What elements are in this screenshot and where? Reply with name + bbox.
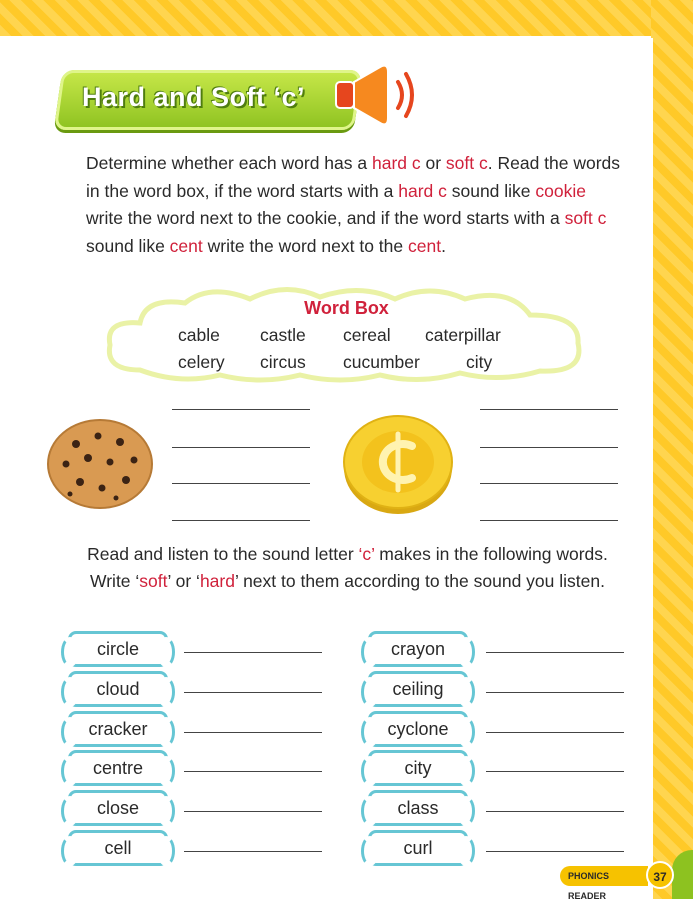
answer-line[interactable] <box>184 652 322 653</box>
word-box-word: cereal <box>343 325 391 345</box>
soft-c-term: soft c <box>564 208 607 228</box>
footer-label: PHONICS READER <box>560 866 648 886</box>
word-box-word: cucumber <box>343 352 420 372</box>
word-pill-cyclone: cyclone <box>368 711 468 747</box>
answer-line[interactable] <box>184 771 322 772</box>
page-number: 37 <box>646 861 674 889</box>
cookie-term: cookie <box>535 180 586 201</box>
word-box-title: Word Box <box>304 298 389 318</box>
cookie-answer-line[interactable] <box>172 409 310 410</box>
answer-line[interactable] <box>486 771 624 772</box>
word-pill-cloud: cloud <box>68 671 168 707</box>
page-title: Hard and Soft ‘c’ <box>82 82 306 112</box>
hard-c-term: hard c <box>371 153 421 173</box>
leaf-decoration <box>672 850 693 899</box>
word-pill-city: city <box>368 750 468 786</box>
speaker-icon[interactable] <box>334 60 418 130</box>
cent-term: cent <box>408 235 442 256</box>
top-decorative-border <box>0 0 693 36</box>
cent-answer-line[interactable] <box>480 409 618 410</box>
word-pill-close: close <box>68 790 168 826</box>
word-pill-cracker: cracker <box>68 711 168 747</box>
word-pill-ceiling: ceiling <box>368 671 468 707</box>
answer-line[interactable] <box>184 811 322 812</box>
hard-c-term: hard c <box>398 180 447 201</box>
cent-answer-line[interactable] <box>480 520 618 521</box>
answer-line[interactable] <box>184 692 322 693</box>
cookie-image <box>46 418 154 510</box>
cent-term: cent <box>169 235 203 256</box>
cookie-answer-line[interactable] <box>172 447 310 448</box>
answer-line[interactable] <box>486 811 624 812</box>
answer-line[interactable] <box>486 692 624 693</box>
instructions-text: Determine whether each word has a hard c or soft c. Read the words in the word box, if the word starts with a hard c sound like cookie write the word next to the cookie, and if the word starts with a soft c sound like cent write the word next to the cent. <box>86 153 621 256</box>
word-box-word: circus <box>260 352 306 372</box>
answer-line[interactable] <box>486 652 624 653</box>
answer-line[interactable] <box>486 732 624 733</box>
cookie-answer-line[interactable] <box>172 483 310 484</box>
word-pill-curl: curl <box>368 830 468 866</box>
right-decorative-border <box>651 0 693 899</box>
soft-term: soft <box>139 571 168 591</box>
hard-term: hard <box>199 571 235 591</box>
answer-line[interactable] <box>184 851 322 852</box>
word-box-word: cable <box>178 325 220 345</box>
word-pill-cell: cell <box>68 830 168 866</box>
word-box-word: castle <box>260 325 306 345</box>
listen-instructions: Read and listen to the sound letter ‘c’ makes in the following words. Write ‘soft’ or ‘hard’ next to them according to the sound you listen. <box>87 544 608 591</box>
answer-line[interactable] <box>184 732 322 733</box>
answer-line[interactable] <box>486 851 624 852</box>
word-box-word: caterpillar <box>425 325 501 345</box>
soft-c-term: soft c <box>445 153 488 173</box>
word-box-word: celery <box>178 352 225 372</box>
cent-answer-line[interactable] <box>480 483 618 484</box>
word-box-word: city <box>466 352 493 372</box>
word-pill-centre: centre <box>68 750 168 786</box>
cookie-answer-line[interactable] <box>172 520 310 521</box>
cent-answer-line[interactable] <box>480 447 618 448</box>
word-pill-circle: circle <box>68 631 168 667</box>
cent-coin-image <box>342 412 454 516</box>
word-pill-class: class <box>368 790 468 826</box>
word-pill-crayon: crayon <box>368 631 468 667</box>
